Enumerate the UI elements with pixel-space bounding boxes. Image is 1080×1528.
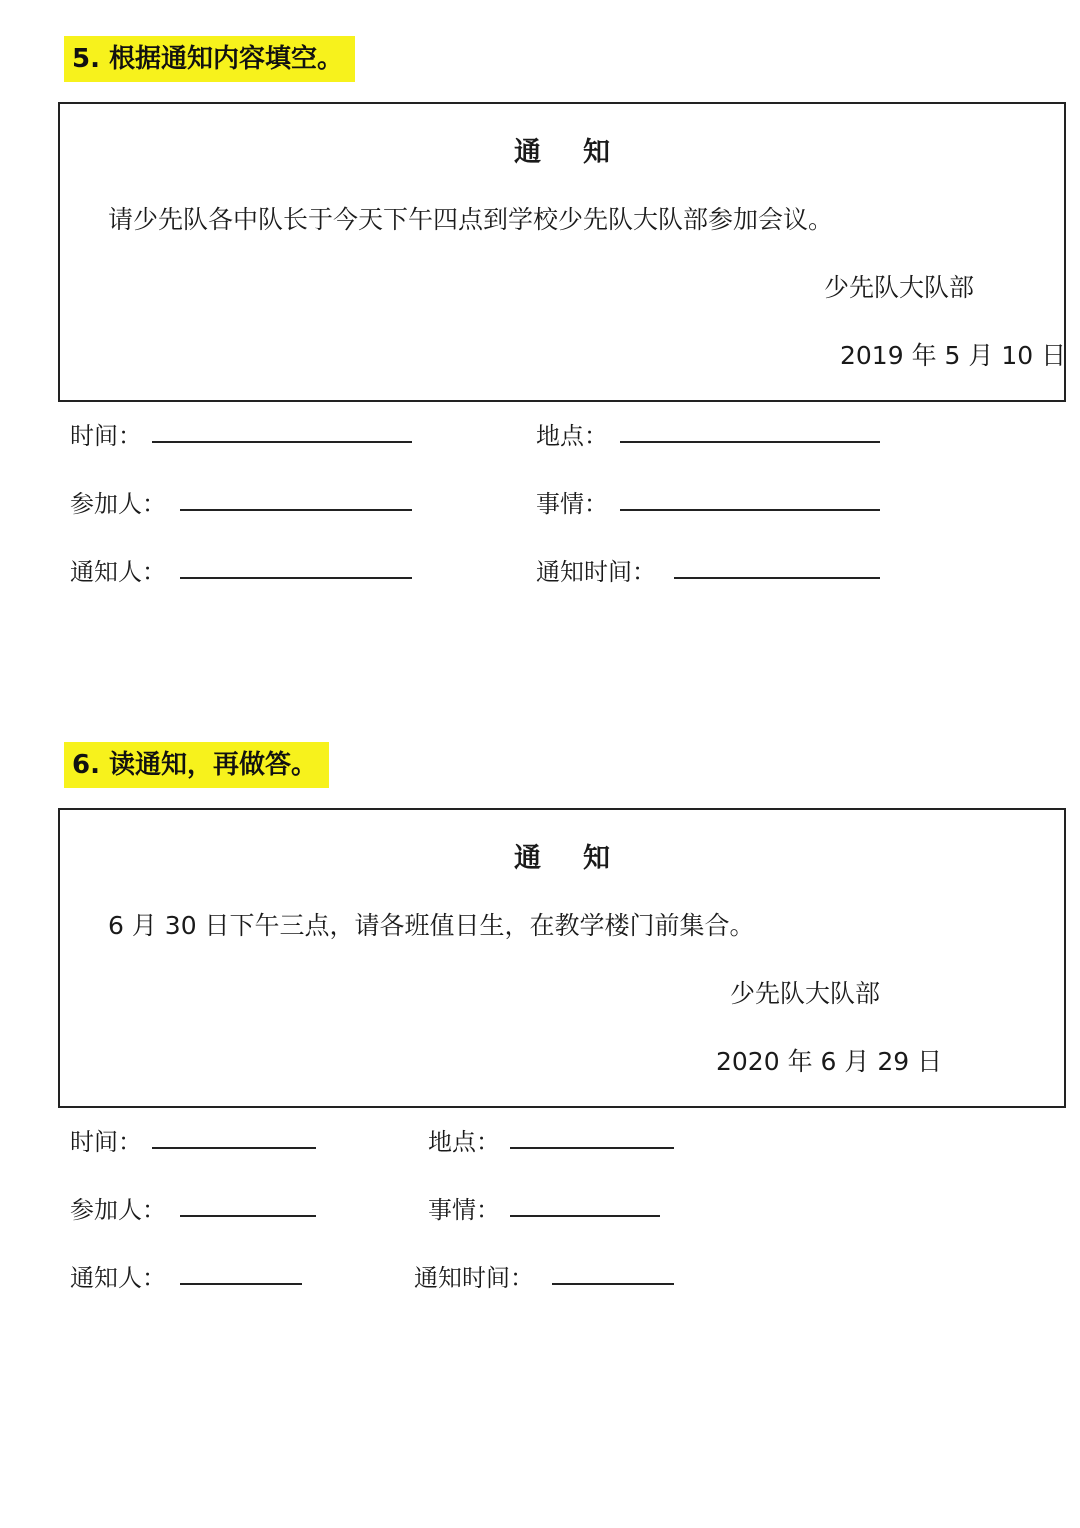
q5-participants-label: 参加人： bbox=[70, 490, 166, 518]
q6-notifier-blank[interactable] bbox=[180, 1283, 302, 1285]
q6-matter-label: 事情： bbox=[428, 1196, 500, 1224]
q5-participants-blank[interactable] bbox=[180, 509, 412, 511]
q6-notice-title: 通知 bbox=[514, 843, 652, 874]
q5-notice-body: 请少先队各中队长于今天下午四点到学校少先队大队部参加会议。 bbox=[108, 205, 834, 234]
q5-notifier-blank[interactable] bbox=[180, 577, 412, 579]
q5-notice-title: 通知 bbox=[514, 137, 652, 168]
q6-place-label: 地点： bbox=[428, 1128, 500, 1156]
q5-notice-time-label: 通知时间： bbox=[536, 558, 656, 586]
q6-participants-label: 参加人： bbox=[70, 1196, 166, 1224]
q5-matter-label: 事情： bbox=[536, 490, 608, 518]
q6-notice-time-label: 通知时间： bbox=[414, 1264, 534, 1292]
q5-matter-blank[interactable] bbox=[620, 509, 880, 511]
q6-heading: 6. 读通知，再做答。 bbox=[64, 742, 329, 788]
q5-notice-date: 2019 年 5 月 10 日 bbox=[840, 341, 1067, 370]
q5-notice-signer: 少先队大队部 bbox=[824, 273, 975, 302]
q6-participants-blank[interactable] bbox=[180, 1215, 316, 1217]
q5-notice-time-blank[interactable] bbox=[674, 577, 880, 579]
q6-notice-body: 6 月 30 日下午三点，请各班值日生，在教学楼门前集合。 bbox=[108, 911, 755, 940]
q6-notice-time-blank[interactable] bbox=[552, 1283, 674, 1285]
q6-notifier-label: 通知人： bbox=[70, 1264, 166, 1292]
q5-time-blank[interactable] bbox=[152, 441, 412, 443]
q6-notice-box bbox=[58, 808, 1066, 1108]
q5-heading: 5. 根据通知内容填空。 bbox=[64, 36, 355, 82]
q6-time-blank[interactable] bbox=[152, 1147, 316, 1149]
q5-place-label: 地点： bbox=[536, 422, 608, 450]
q6-notice-signer: 少先队大队部 bbox=[730, 979, 881, 1008]
q6-notice-date: 2020 年 6 月 29 日 bbox=[716, 1047, 943, 1076]
q6-matter-blank[interactable] bbox=[510, 1215, 660, 1217]
q6-time-label: 时间： bbox=[70, 1128, 142, 1156]
q5-notifier-label: 通知人： bbox=[70, 558, 166, 586]
q5-notice-box bbox=[58, 102, 1066, 402]
q5-time-label: 时间： bbox=[70, 422, 142, 450]
q6-place-blank[interactable] bbox=[510, 1147, 674, 1149]
q5-place-blank[interactable] bbox=[620, 441, 880, 443]
